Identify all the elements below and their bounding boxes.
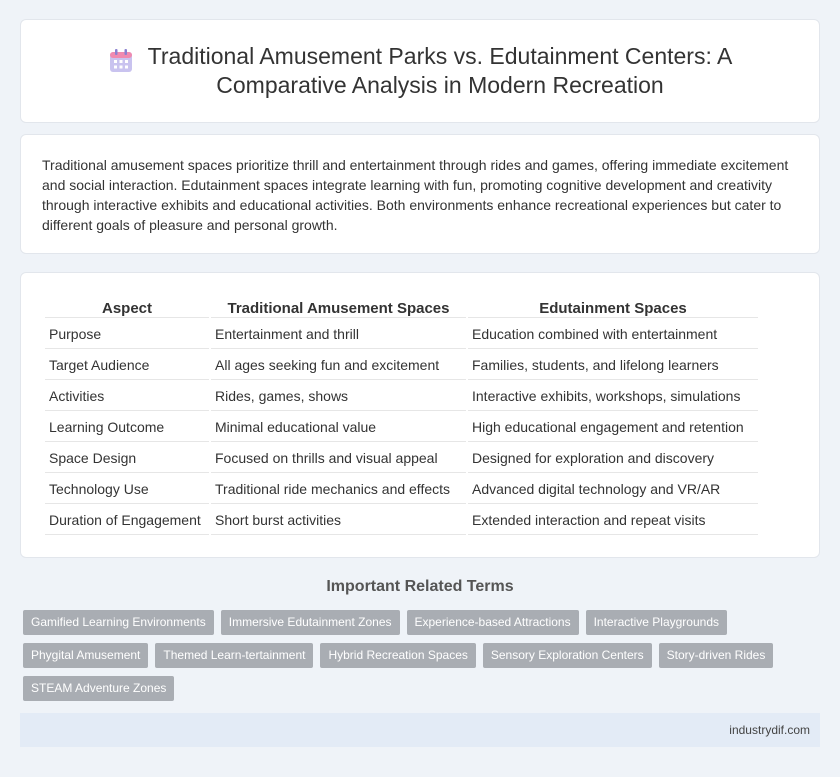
- table-cell: Education combined with entertainment: [468, 320, 758, 349]
- table-row: [45, 506, 758, 535]
- page-title-line2: Comparative Analysis in Modern Recreation: [216, 72, 664, 98]
- table-row: [45, 413, 758, 442]
- intro-card: [20, 134, 820, 254]
- table-cell: Rides, games, shows: [211, 382, 466, 411]
- table-cell: All ages seeking fun and excitement: [211, 351, 466, 380]
- related-term-tag[interactable]: STEAM Adventure Zones: [23, 676, 174, 701]
- table-row: [45, 351, 758, 380]
- comparison-table-card: [20, 272, 820, 558]
- related-term-tag[interactable]: Interactive Playgrounds: [586, 610, 727, 635]
- title-wrap: [40, 42, 800, 100]
- table-cell: Focused on thrills and visual appeal: [211, 444, 466, 473]
- table-header-row: [45, 297, 758, 318]
- table-cell: Purpose: [45, 320, 209, 349]
- related-term-tag[interactable]: Experience-based Attractions: [407, 610, 579, 635]
- intro-text: Traditional amusement spaces prioritize thrill and entertainment through rides and games, offering immediate excitement and social interaction. Edutainment spaces integrate learning with fun, promoting cognitive development and creativity through interactive exhibits and educational activities. Both environments enhance recreational experiences but cater to different goals of pleasure and personal growth.: [42, 157, 789, 233]
- table-cell: Target Audience: [45, 351, 209, 380]
- table-cell: High educational engagement and retention: [468, 413, 758, 442]
- table-cell: Traditional ride mechanics and effects: [211, 475, 466, 504]
- column-header-edutainment: Edutainment Spaces: [468, 297, 758, 318]
- related-term-tag[interactable]: Sensory Exploration Centers: [483, 643, 652, 668]
- table-cell: Extended interaction and repeat visits: [468, 506, 758, 535]
- table-cell: Designed for exploration and discovery: [468, 444, 758, 473]
- column-header-aspect: Aspect: [45, 297, 209, 318]
- table-cell: Short burst activities: [211, 506, 466, 535]
- related-term-tag[interactable]: Themed Learn-tertainment: [155, 643, 313, 668]
- table-cell: Minimal educational value: [211, 413, 466, 442]
- table-cell: Technology Use: [45, 475, 209, 504]
- related-term-tag[interactable]: Phygital Amusement: [23, 643, 148, 668]
- table-row: [45, 444, 758, 473]
- table-cell: Interactive exhibits, workshops, simulations: [468, 382, 758, 411]
- comparison-table: [43, 295, 760, 537]
- footer-site-link[interactable]: industrydif.com: [729, 723, 810, 737]
- table-cell: Families, students, and lifelong learners: [468, 351, 758, 380]
- page-title-line1: Traditional Amusement Parks vs. Edutainment Centers: A: [147, 43, 733, 69]
- related-term-tag[interactable]: Story-driven Rides: [659, 643, 774, 668]
- table-cell: Duration of Engagement: [45, 506, 209, 535]
- related-terms-tags: [23, 610, 813, 701]
- footer: [20, 713, 820, 747]
- related-term-tag[interactable]: Immersive Edutainment Zones: [221, 610, 400, 635]
- page-title: [148, 42, 733, 100]
- related-term-tag[interactable]: Hybrid Recreation Spaces: [320, 643, 475, 668]
- table-cell: Space Design: [45, 444, 209, 473]
- related-term-tag[interactable]: Gamified Learning Environments: [23, 610, 214, 635]
- related-terms-title: Important Related Terms: [326, 578, 514, 595]
- column-header-traditional: Traditional Amusement Spaces: [211, 297, 466, 318]
- table-row: [45, 475, 758, 504]
- header-card: [20, 19, 820, 123]
- table-cell: Learning Outcome: [45, 413, 209, 442]
- table-cell: Activities: [45, 382, 209, 411]
- table-cell: Advanced digital technology and VR/AR: [468, 475, 758, 504]
- table-row: [45, 320, 758, 349]
- table-row: [45, 382, 758, 411]
- calendar-icon: [108, 48, 134, 79]
- table-cell: Entertainment and thrill: [211, 320, 466, 349]
